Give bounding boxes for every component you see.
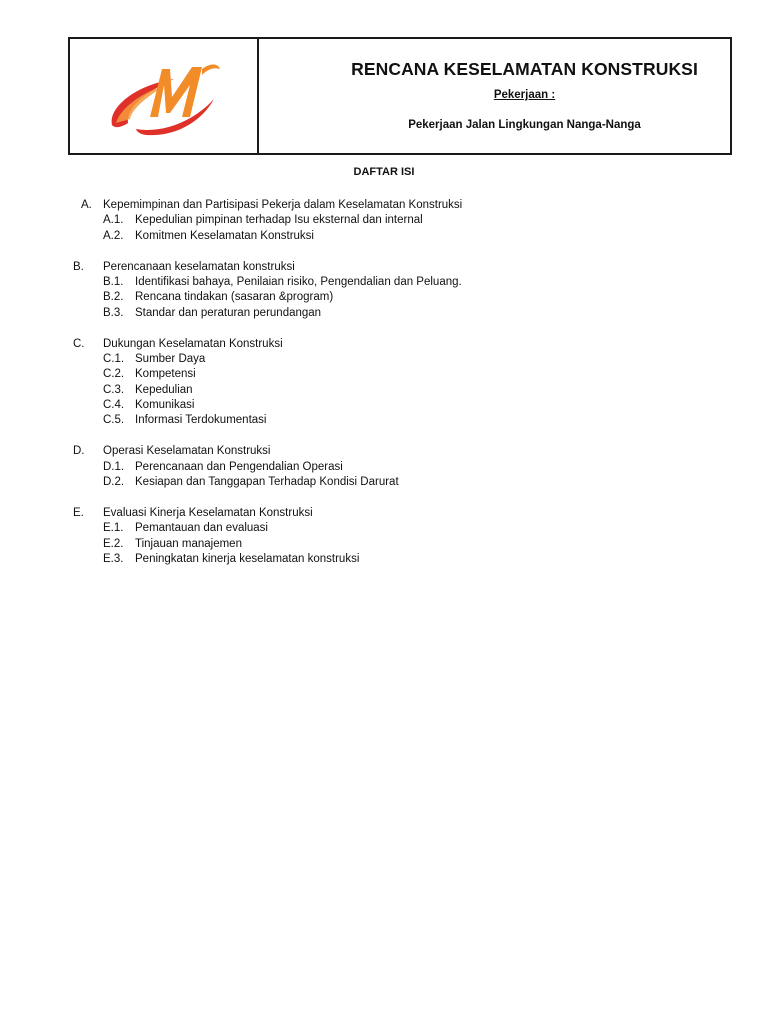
item-text: Kesiapan dan Tanggapan Terhadap Kondisi Darurat [135, 476, 399, 489]
section-letter: B. [73, 260, 84, 273]
toc-item [0, 475, 768, 490]
toc-item [0, 413, 768, 428]
item-number: C.3. [103, 383, 125, 396]
item-number: E.3. [103, 552, 124, 565]
title-cell [259, 39, 730, 153]
section-title: Evaluasi Kinerja Keselamatan Konstruksi [103, 506, 313, 519]
section-title-line [0, 198, 768, 213]
toc-item [0, 306, 768, 321]
toc-item [0, 290, 768, 305]
toc-item [0, 521, 768, 536]
item-text: Perencanaan dan Pengendalian Operasi [135, 460, 343, 473]
section-letter: D. [73, 445, 85, 458]
section-title: Kepemimpinan dan Partisipasi Pekerja dalam Keselamatan Konstruksi [103, 199, 463, 211]
job-label: Pekerjaan : [493, 89, 556, 101]
item-number: C.2. [103, 368, 125, 381]
item-text: Kompetensi [135, 368, 196, 381]
item-number: B.1. [103, 275, 124, 288]
item-number: C.4. [103, 399, 125, 412]
toc-section-c [0, 337, 768, 429]
toc-item [0, 275, 768, 290]
section-letter: C. [73, 337, 85, 350]
item-number: A.1. [103, 214, 124, 227]
item-text: Komunikasi [135, 399, 195, 412]
toc-section-d [0, 444, 768, 490]
section-title: Dukungan Keselamatan Konstruksi [103, 337, 283, 350]
table-of-contents [0, 198, 768, 583]
company-logo-m [106, 59, 224, 139]
section-title-line [0, 337, 768, 352]
item-text: Informasi Terdokumentasi [135, 414, 267, 427]
item-text: Pemantauan dan evaluasi [135, 522, 268, 535]
section-title: Operasi Keselamatan Konstruksi [103, 445, 271, 458]
toc-item [0, 552, 768, 567]
toc-item [0, 213, 768, 228]
item-number: B.2. [103, 291, 124, 304]
logo-cell [70, 39, 259, 153]
toc-heading: DAFTAR ISI [353, 166, 415, 178]
document-header [68, 37, 732, 155]
section-title-line [0, 444, 768, 459]
item-number: C.5. [103, 414, 125, 427]
toc-item [0, 383, 768, 398]
item-text: Kepedulian pimpinan terhadap Isu eksternal dan internal [135, 214, 423, 227]
item-number: B.3. [103, 306, 124, 319]
item-number: D.1. [103, 460, 125, 473]
toc-item [0, 398, 768, 413]
item-number: C.1. [103, 352, 125, 365]
toc-item [0, 352, 768, 367]
item-number: E.2. [103, 537, 124, 550]
section-letter: A. [81, 199, 92, 211]
toc-section-a [0, 198, 768, 244]
item-number: D.2. [103, 476, 125, 489]
document-title: RENCANA KESELAMATAN KONSTRUKSI [351, 59, 698, 79]
job-name: Pekerjaan Jalan Lingkungan Nanga-Nanga [408, 119, 641, 131]
section-title-line [0, 260, 768, 275]
item-text: Tinjauan manajemen [135, 537, 242, 550]
section-title-line [0, 506, 768, 521]
toc-item [0, 537, 768, 552]
item-text: Peningkatan kinerja keselamatan konstruksi [135, 552, 360, 565]
item-text: Sumber Daya [135, 352, 206, 365]
section-title: Perencanaan keselamatan konstruksi [103, 260, 295, 273]
toc-item [0, 229, 768, 244]
toc-item [0, 460, 768, 475]
item-text: Identifikasi bahaya, Penilaian risiko, Pengendalian dan Peluang. [135, 275, 462, 288]
toc-section-b [0, 260, 768, 322]
item-number: A.2. [103, 229, 124, 242]
section-letter: E. [73, 506, 84, 519]
item-text: Standar dan peraturan perundangan [135, 306, 322, 319]
item-number: E.1. [103, 522, 124, 535]
toc-item [0, 367, 768, 382]
item-text: Komitmen Keselamatan Konstruksi [135, 229, 314, 242]
toc-section-e [0, 506, 768, 568]
item-text: Rencana tindakan (sasaran &program) [135, 291, 334, 304]
item-text: Kepedulian [135, 383, 193, 396]
